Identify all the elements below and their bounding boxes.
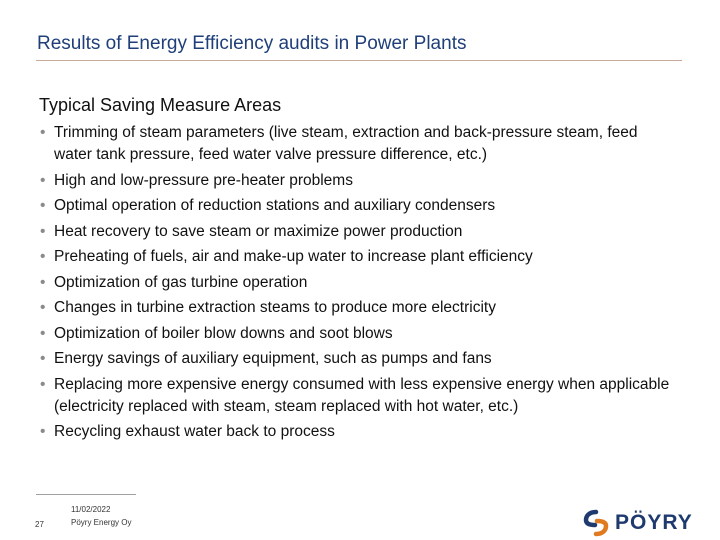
bullet-item bbox=[39, 297, 679, 319]
bullet-text: Trimming of steam parameters (live steam, extraction and back-pressure steam, feed water tank pressure, feed water valve pressure difference, etc.) bbox=[54, 124, 638, 163]
bullet-item bbox=[39, 272, 679, 294]
bullet-icon: • bbox=[40, 273, 46, 291]
bullet-icon: • bbox=[40, 423, 46, 440]
bullet-text: Energy savings of auxiliary equipment, such as pumps and fans bbox=[54, 350, 492, 367]
section-subheading: Typical Saving Measure Areas bbox=[39, 95, 282, 115]
bullet-icon: • bbox=[40, 299, 46, 316]
company-logo bbox=[583, 508, 713, 538]
footer-date: 11/02/2022 bbox=[71, 505, 111, 514]
bullet-text: High and low-pressure pre-heater problems bbox=[54, 171, 353, 189]
poyry-logo-icon bbox=[583, 509, 609, 537]
bullet-icon: • bbox=[40, 248, 46, 265]
bullet-item bbox=[39, 246, 679, 268]
footer-company: Pöyry Energy Oy bbox=[71, 518, 132, 527]
bullet-item bbox=[39, 221, 679, 243]
bullet-item bbox=[39, 374, 679, 418]
bullet-text: Optimization of boiler blow downs and soot blows bbox=[54, 324, 393, 342]
bullet-icon: • bbox=[40, 350, 46, 367]
bullet-text: Changes in turbine extraction steams to produce more electricity bbox=[54, 299, 496, 316]
bullet-icon: • bbox=[40, 124, 46, 141]
bullet-text: Optimal operation of reduction stations and auxiliary condensers bbox=[54, 197, 496, 214]
bullet-icon: • bbox=[40, 324, 46, 342]
bullet-item bbox=[39, 348, 679, 370]
bullet-item bbox=[39, 421, 679, 443]
bullet-icon: • bbox=[40, 222, 46, 240]
logo-wordmark: PÖYRY bbox=[615, 511, 693, 534]
bullet-item bbox=[39, 122, 679, 166]
bullet-text: Heat recovery to save steam or maximize power production bbox=[54, 222, 463, 240]
bullet-icon: • bbox=[40, 171, 46, 189]
bullet-item bbox=[39, 323, 679, 345]
bullet-text: Optimization of gas turbine operation bbox=[54, 273, 308, 291]
bullet-item bbox=[39, 195, 679, 217]
bullet-list bbox=[39, 122, 679, 447]
bullet-icon: • bbox=[40, 375, 46, 393]
bullet-text: Preheating of fuels, air and make-up water to increase plant efficiency bbox=[54, 248, 533, 265]
title-divider bbox=[36, 60, 682, 61]
bullet-text: Replacing more expensive energy consumed with less expensive energy when applicable (electricity replaced with steam, steam replaced with hot water, etc.) bbox=[54, 375, 670, 415]
page-number: 27 bbox=[35, 520, 44, 529]
bullet-item bbox=[39, 170, 679, 192]
bullet-text: Recycling exhaust water back to process bbox=[54, 423, 335, 440]
footer-divider bbox=[36, 494, 136, 495]
slide-title: Results of Energy Efficiency audits in Power Plants bbox=[37, 33, 467, 54]
bullet-icon: • bbox=[40, 197, 46, 214]
